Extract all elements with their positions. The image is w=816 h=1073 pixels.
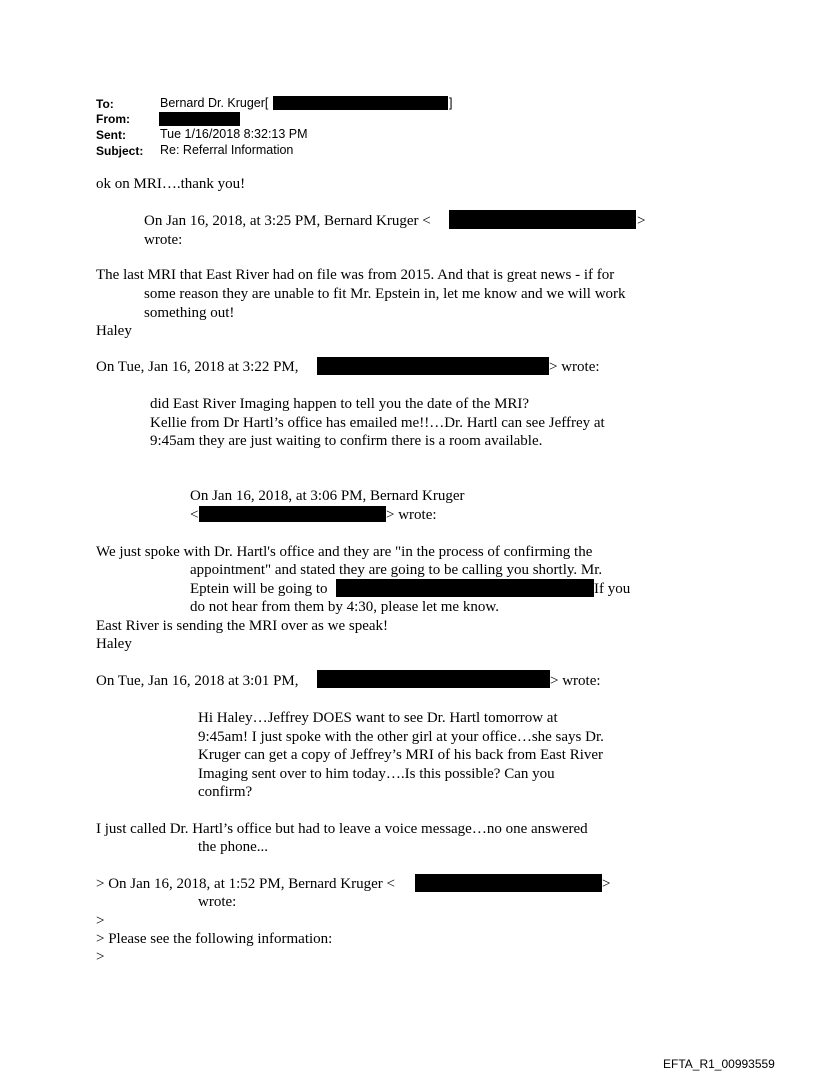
quote-wrote: > wrote: [386, 507, 437, 523]
redaction-box [199, 506, 386, 522]
quote-wrote: > wrote: [549, 359, 600, 375]
body-line: > Please see the following information: [96, 931, 333, 947]
body-line: some reason they are unable to fit Mr. Epstein in, let me know and we will work [144, 286, 626, 302]
sent-value: Tue 1/16/2018 8:32:13 PM [160, 127, 308, 141]
subject-label: Subject: [96, 144, 144, 158]
quote-lt: < [190, 507, 199, 523]
quote-marker: > [96, 913, 105, 929]
quote-wrote: wrote: [198, 894, 237, 910]
to-value: Bernard Dr. Kruger[ [160, 96, 269, 110]
document-id: EFTA_R1_00993559 [663, 1057, 775, 1071]
to-close-bracket: ] [449, 96, 453, 110]
signature: Haley [96, 636, 132, 652]
body-line: Eptein will be going to [190, 581, 328, 597]
body-line: appointment" and stated they are going to be calling you shortly. Mr. [190, 562, 603, 578]
redaction-box [449, 210, 636, 229]
sent-label: Sent: [96, 128, 126, 142]
body-line: Kellie from Dr Hartl’s office has emailed me!!…Dr. Hartl can see Jeffrey at [150, 415, 605, 431]
quote-wrote: > wrote: [550, 673, 601, 689]
quote-attribution: On Jan 16, 2018, at 3:25 PM, Bernard Kruger < [144, 213, 431, 229]
body-line: confirm? [198, 784, 253, 800]
quote-close: > [602, 876, 611, 892]
quote-wrote: wrote: [144, 232, 183, 248]
body-line: Imaging sent over to him today….Is this possible? Can you [198, 766, 555, 782]
body-line: East River is sending the MRI over as we speak! [96, 618, 389, 634]
body-line: 9:45am they are just waiting to confirm there is a room available. [150, 433, 543, 449]
to-label: To: [96, 97, 114, 111]
quote-attribution: On Tue, Jan 16, 2018 at 3:01 PM, [96, 673, 299, 689]
body-line: If you [594, 581, 631, 597]
redaction-box [415, 874, 602, 892]
signature: Haley [96, 323, 132, 339]
redaction-box [159, 112, 240, 126]
body-line: do not hear from them by 4:30, please let me know. [190, 599, 499, 615]
redaction-box [273, 96, 448, 110]
quote-attribution: On Tue, Jan 16, 2018 at 3:22 PM, [96, 359, 299, 375]
quote-close: > [637, 213, 646, 229]
from-label: From: [96, 112, 130, 126]
body-line: did East River Imaging happen to tell you the date of the MRI? [150, 396, 530, 412]
body-line: Hi Haley…Jeffrey DOES want to see Dr. Hartl tomorrow at [198, 710, 558, 726]
body-line: The last MRI that East River had on file was from 2015. And that is great news - if for [96, 267, 615, 283]
body-line: ok on MRI….thank you! [96, 176, 246, 192]
body-line: Kruger can get a copy of Jeffrey’s MRI of his back from East River [198, 747, 604, 763]
redaction-box [317, 357, 549, 375]
subject-value: Re: Referral Information [160, 143, 294, 157]
redaction-box [317, 670, 550, 688]
body-line: something out! [144, 305, 235, 321]
body-line: We just spoke with Dr. Hartl's office and they are "in the process of confirming the [96, 544, 593, 560]
body-line: I just called Dr. Hartl’s office but had to leave a voice message…no one answered [96, 821, 588, 837]
quote-attribution: On Jan 16, 2018, at 3:06 PM, Bernard Kruger [190, 488, 465, 504]
quote-marker: > [96, 949, 105, 965]
quote-attribution: > On Jan 16, 2018, at 1:52 PM, Bernard Kruger < [96, 876, 395, 892]
redaction-box [336, 579, 594, 597]
body-line: 9:45am! I just spoke with the other girl at your office…she says Dr. [198, 729, 604, 745]
body-line: the phone... [198, 839, 268, 855]
